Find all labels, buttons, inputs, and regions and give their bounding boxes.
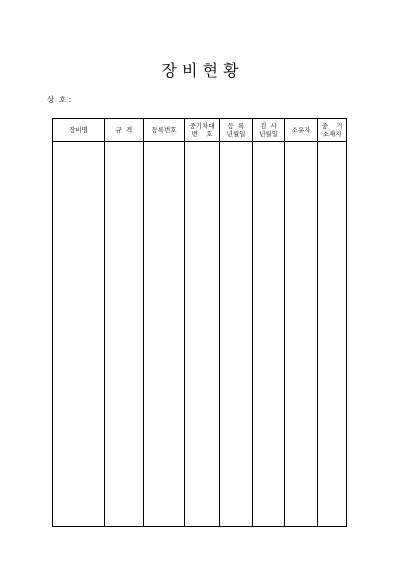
chassis-number-cell[interactable]	[185, 142, 220, 527]
header-owner: 소유자	[285, 119, 318, 142]
header-equipment-name: 장비명	[53, 119, 105, 142]
table-body-row	[53, 142, 347, 527]
specification-cell[interactable]	[105, 142, 144, 527]
registration-date-cell[interactable]	[220, 142, 253, 527]
company-label: 상 호 :	[47, 95, 72, 104]
header-chassis-number: 중기차대 번 호	[185, 119, 220, 142]
equipment-location-cell[interactable]	[318, 142, 347, 527]
header-inspection-date: 검 사 년월일	[253, 119, 285, 142]
table-header-row	[53, 119, 347, 142]
inspection-date-cell[interactable]	[253, 142, 285, 527]
header-equipment-location: 중 기 소재지	[318, 119, 347, 142]
header-registration-date: 등 록 년월일	[220, 119, 253, 142]
registration-number-cell[interactable]	[144, 142, 185, 527]
header-specification: 규 격	[105, 119, 144, 142]
equipment-name-cell[interactable]	[53, 142, 105, 527]
document-title: 장 비 현 황	[161, 61, 239, 80]
equipment-status-table	[52, 118, 347, 527]
header-registration-number: 등록번호	[144, 119, 185, 142]
owner-cell[interactable]	[285, 142, 318, 527]
